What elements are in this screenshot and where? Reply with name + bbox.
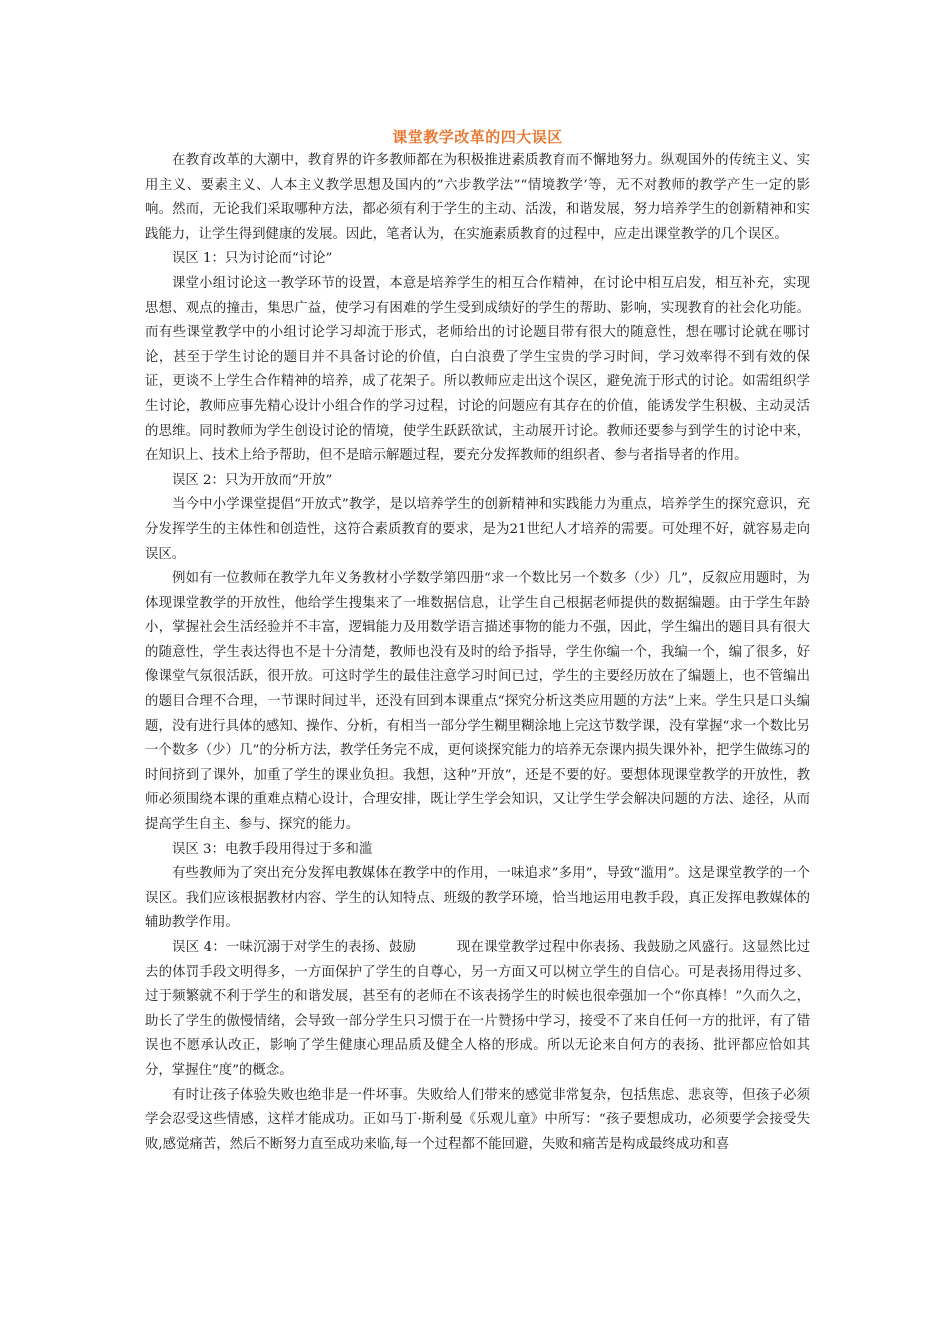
document-title: 课堂教学改革的四大误区 (392, 128, 563, 146)
section-2-paragraph-1: 当今中小学课堂提倡“开放式”教学，是以培养学生的创新精神和实践能力为重点，培养学生的探究意识，充分发挥学生的主体性和创造性，这符合素质教育的要求，是为21世纪人才培养的需要。可处理不好，就容易走向误区。 (145, 497, 810, 562)
section-3-paragraph: 有些教师为了突出充分发挥电教媒体在教学中的作用，一味追求”多用”，导致“滥用”。这是课堂教学的一个误区。我们应该根据教材内容、学生的认知特点、班级的教学环境，恰当地运用电教手段，真正发挥电教媒体的辅助教学作用。 (145, 866, 810, 931)
section-heading-2: 误区 2：只为开放而“开放” (172, 472, 333, 488)
closing-paragraph: 有时让孩子体验失败也绝非是一件坏事。失败给人们带来的感觉非常复杂，包括焦虑、悲哀等，但孩子必须学会忍受这些情感，这样才能成功。正如马丁·斯利曼《乐观儿童》中所写：“孩子要想成功，必须要学会接受失败,感觉痛苦，然后不断努力直至成功来临,每一个过程都不能回避，失败和痛苦是构成最终成功和喜 (145, 1087, 810, 1152)
section-heading-1: 误区 1：只为讨论而“讨论” (172, 251, 333, 267)
section-4-paragraph: 误区 4：一味沉溺于对学生的表扬、鼓励 现在课堂教学过程中你表扬、我鼓励之风盛行。这显然比过去的体罚手段文明得多，一方面保护了学生的自尊心，另一方面又可以树立学生的自信心。可是表扬用得过多、过于频繁就不利于学生的和谐发展，甚至有的老师在不该表扬学生的时候也很牵强加一个“你真棒！”久而久之，助长了学生的傲慢情绪，会导致一部分学生只习惯于在一片赞扬中学习，接受不了来自任何一方的批评，有了错误也不愿承认改正，影响了学生健康心理品质及健全人格的形成。所以无论来自何方的表扬、批评都应恰如其分，掌握住“度”的概念。 (145, 940, 810, 1078)
section-1-paragraph: 课堂小组讨论这一教学环节的设置，本意是培养学生的相互合作精神，在讨论中相互启发，相互补充，实现思想、观点的撞击，集思广益，使学习有困难的学生受到成绩好的学生的帮助、影响，实现教育的社会化功能。而有些课堂教学中的小组讨论学习却流于形式，老师给出的讨论题目带有很大的随意性，想在哪讨论就在哪讨论，甚至于学生讨论的题目并不具备讨论的价值，白白浪费了学生宝贵的学习时间，学习效率得不到有效的保证，更谈不上学生合作精神的培养，成了花架子。所以教师应走出这个误区，避免流于形式的讨论。如需组织学生讨论，教师应事先精心设计小组合作的学习过程，讨论的问题应有其存在的价值，能诱发学生积极、主动灵活的思维。同时教师为学生创设讨论的情境，使学生跃跃欲试，主动展开讨论。教师还要参与到学生的讨论中来，在知识上、技术上给予帮助，但不是暗示解题过程，要充分发挥教师的组织者、参与者指导者的作用。 (145, 275, 810, 464)
section-heading-3: 误区 3：电教手段用得过于多和滥 (172, 841, 373, 857)
intro-paragraph: 在教育改革的大潮中，教育界的许多教师都在为积极推进素质教育而不懈地努力。纵观国外的传统主义、实用主义、要素主义、人本主义教学思想及国内的”六步教学法”“情境教学’等，无不对教师的教学产生一定的影响。然而，无论我们采取哪种方法，都必须有利于学生的主动、活泼，和谐发展，努力培养学生的创新精神和实践能力，让学生得到健康的发展。因此，笔者认为，在实施素质教育的过程中，应走出课堂教学的几个误区。 (145, 153, 810, 242)
section-2-paragraph-2: 例如有一位教师在教学九年义务教材小学数学第四册“求一个数比另一个数多（少）几”，反叙应用题时，为体现课堂教学的开放性，他给学生搜集来了一堆数据信息，让学生自己根据老师提供的数据编题。由于学生年龄小，掌握社会生活经验并不丰富，逻辑能力及用数学语言描述事物的能力不强，因此，学生编出的题目具有很大的随意性，学生表达得也不是十分清楚，教师也没有及时的给予指导，学生你编一个，我编一个，编了很多，好像课堂气氛很活跃，很开放。可这时学生的最佳注意学习时间已过，学生的主要经历放在了编题上，也不管编出的题目合理不合理，一节课时间过半，还没有回到本课重点“探究分析这类应用题的方法”上来。学生只是口头编题，没有进行具体的感知、操作、分析，有相当一部分学生糊里糊涂地上完这节数学课，没有掌握“求一个数比另一个数多（少）几”的分析方法，教学任务完不成，更何谈探究能力的培养无奈课内损失课外补，把学生做练习的时间挤到了课外，加重了学生的课业负担。我想，这种”开放”，还是不要的好。要想体现课堂教学的开放性，教师必须围绕本课的重难点精心设计，合理安排，既让学生学会知识，又让学生学会解决问题的方法、途径，从而提高学生自主、参与、探究的能力。 (145, 571, 810, 833)
document-page (145, 126, 810, 1157)
